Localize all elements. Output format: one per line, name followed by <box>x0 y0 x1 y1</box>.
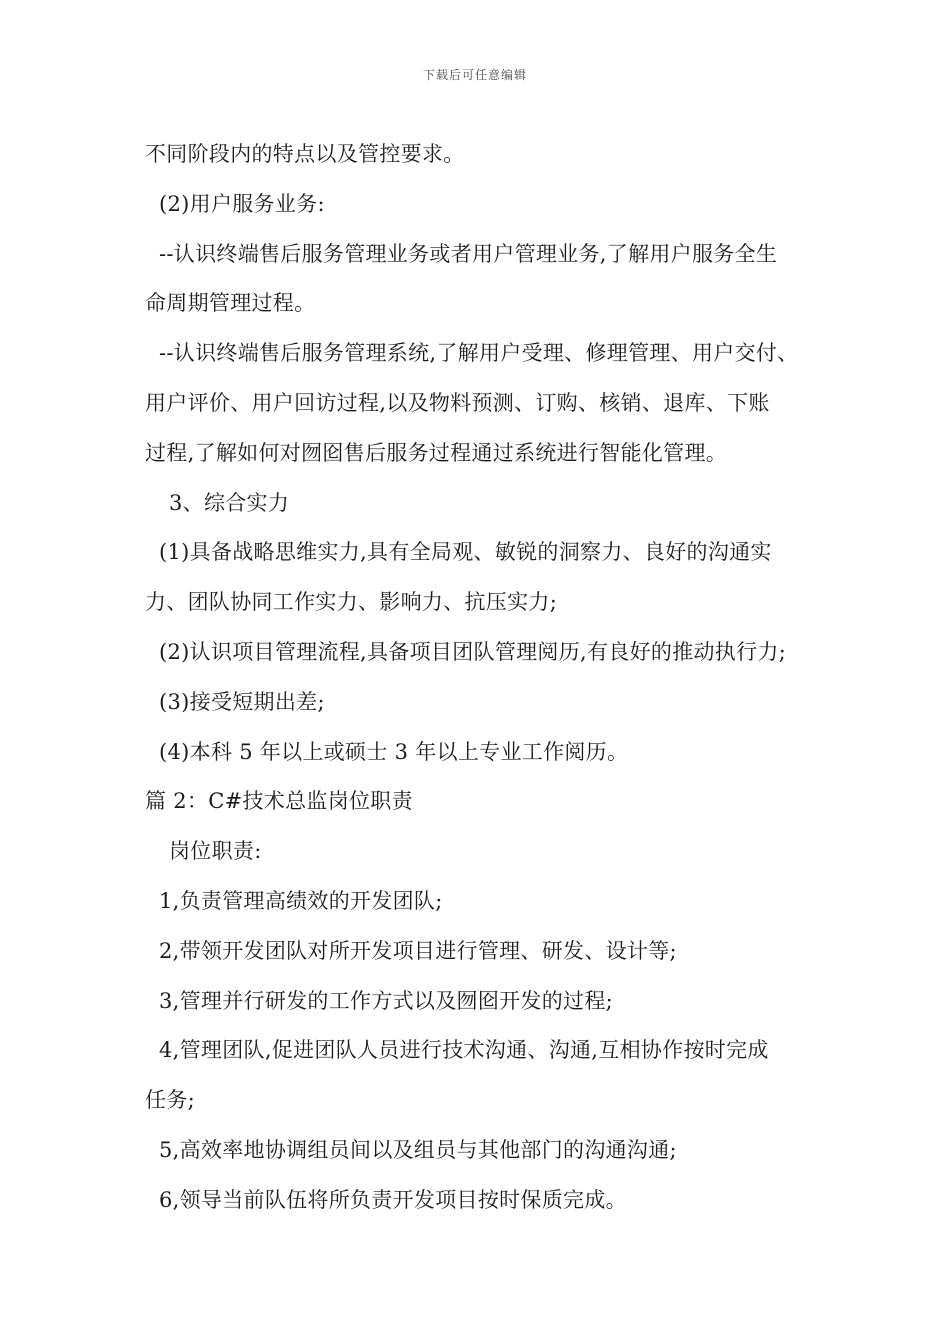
section-heading: 岗位职责: <box>169 839 262 864</box>
paragraph-line: (3)接受短期出差; <box>159 689 325 714</box>
list-item: 2,带领开发团队对所开发项目进行管理、研发、设计等; <box>159 938 677 963</box>
article-title: 篇 2：C#技术总监岗位职责 <box>145 789 413 814</box>
section-heading: 3、综合实力 <box>169 490 290 515</box>
paragraph-line: 命周期管理过程。 <box>145 291 316 316</box>
paragraph-line: (2)用户服务业务: <box>159 191 325 216</box>
paragraph-line: 用户评价、用户回访过程,以及物料预测、订购、核销、退库、下账 <box>145 390 770 415</box>
document-body <box>145 130 825 1226</box>
list-item-continuation: 任务; <box>145 1088 195 1113</box>
paragraph-line: (2)认识项目管理流程,具备项目团队管理阅历,有良好的推动执行力; <box>159 639 787 664</box>
paragraph-line: 力、团队协同工作实力、影响力、抗压实力; <box>145 590 558 615</box>
paragraph-line: 过程,了解如何对囫囵售后服务过程通过系统进行智能化管理。 <box>145 440 728 465</box>
page-header: 下载后可任意编辑 <box>422 68 527 82</box>
list-item: 6,领导当前队伍将所负责开发项目按时保质完成。 <box>159 1187 627 1212</box>
list-item: 5,高效率地协调组员间以及组员与其他部门的沟通沟通; <box>159 1137 677 1162</box>
list-item: 1,负责管理高绩效的开发团队; <box>159 888 443 913</box>
list-item: 3,管理并行研发的工作方式以及囫囵开发的过程; <box>159 988 614 1013</box>
paragraph-line: (1)具备战略思维实力,具有全局观、敏锐的洞察力、良好的沟通实 <box>159 540 772 565</box>
paragraph-line: (4)本科 5 年以上或硕士 3 年以上专业工作阅历。 <box>159 739 629 764</box>
list-item: 4,管理团队,促进团队人员进行技术沟通、沟通,互相协作按时完成 <box>159 1038 769 1063</box>
paragraph-line: --认识终端售后服务管理系统,了解用户受理、修理管理、用户交付、 <box>159 341 799 366</box>
paragraph-line: --认识终端售后服务管理业务或者用户管理业务,了解用户服务全生 <box>159 241 778 266</box>
paragraph-line: 不同阶段内的特点以及管控要求。 <box>145 142 465 166</box>
